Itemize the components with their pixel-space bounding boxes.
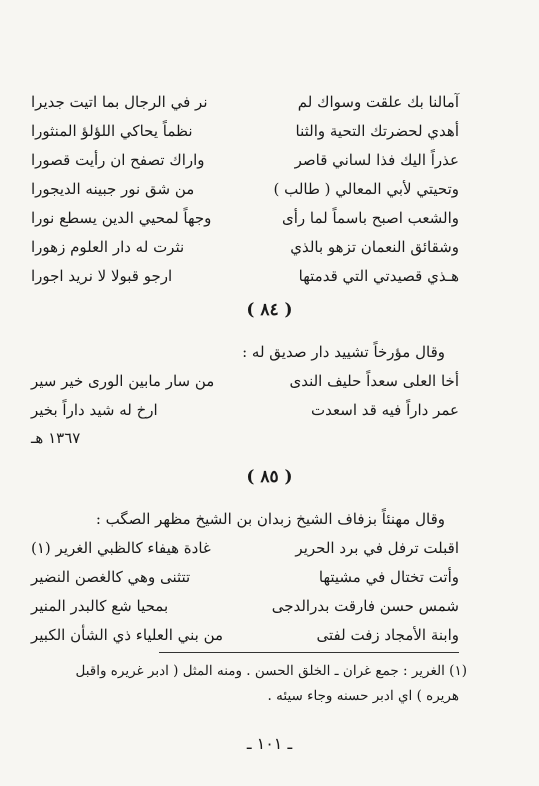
verse-first-hemistich: هـذي قصيدتي التي قدمتها [298,267,459,285]
verse-line [31,567,459,587]
verse-line [31,400,459,420]
footnote-line [31,686,459,706]
section-number-85: ( ٨٥ ) [246,467,293,487]
verse-second-hemistich: من شق نور جبينه الديجورا [31,180,195,198]
verse-second-hemistich: نظماً يحاكي اللؤلؤ المنثورا [31,122,193,140]
verse-line [31,266,459,286]
section-intro [31,342,445,362]
verse-first-hemistich: آمالنا بك علقت وسواك لم [297,93,459,111]
verse-second-hemistich: من سار مابين الورى خير سير [31,372,215,390]
footnote-text: (١) الغرير : جمع غران ـ الخلق الحسن . ومنه المثل ( ادبر غريره واقبل [75,663,467,679]
verse-second-hemistich: بمحيا شع كالبدر المنير [31,597,169,615]
verse-second-hemistich: ارجو قبولا لا نريد اجورا [31,267,173,285]
verse-first-hemistich: وشقائق النعمان تزهو بالذي [290,238,459,256]
footnote-text: هريره ) اي ادبر حسنه وجاء سيئه . [267,688,459,704]
verse-first-hemistich: شمس حسن فارقت بدرالدجى [271,597,459,615]
verse-line [31,150,459,170]
verse-second-hemistich: وجهاً لمحيي الدين يسطع نورا [31,209,212,227]
verse-line [31,538,459,558]
verse-line [31,121,459,141]
verse-second-hemistich: تتثنى وهي كالغصن النضير [31,568,191,586]
verse-line [31,179,459,199]
verse-line [31,596,459,616]
section-intro [31,509,445,529]
page-number: ـ ١٠١ ـ [246,734,293,753]
verse-second-hemistich: نثرت له دار العلوم زهورا [31,238,185,256]
verse-first-hemistich: اقبلت ترفل في برد الحرير [295,539,459,557]
verse-first-hemistich: والشعب اصبح باسماً لما رأى [281,209,459,227]
footnote-divider [159,652,459,653]
verse-first-hemistich: عمر داراً فيه قد اسعدت [311,401,459,419]
footnote-line [31,661,467,681]
section-number-84: ( ٨٤ ) [246,300,293,320]
section-intro-text: وقال مهنئاً بزفاف الشيخ زبدان بن الشيخ مظهر الصگب : [95,510,445,528]
verse-second-hemistich: غادة هيفاء كالظبي الغرير (١) [31,539,211,557]
verse-line [31,208,459,228]
verse-first-hemistich: وتحيتي لأبي المعالي ( طالب ) [273,180,459,198]
verse-second-hemistich: نر في الرجال بما اتيت جديرا [31,93,208,111]
verse-first-hemistich: وأتت تختال في مشيتها [318,568,459,586]
hijri-date: ١٣٦٧ هـ [31,429,81,447]
verse-first-hemistich: عذراً اليك فذا لساني قاصر [294,151,459,169]
verse-line [31,92,459,112]
verse-line [31,625,459,645]
verse-first-hemistich: أخا العلى سعداً حليف الندى [289,372,459,390]
date-line [31,428,459,448]
verse-second-hemistich: واراك تصفح ان رأيت قصورا [31,151,205,169]
verse-line [31,237,459,257]
verse-second-hemistich: ارخ له شيد داراً بخير [31,401,158,419]
verse-second-hemistich: من بني العلياء ذي الشأن الكبير [31,626,224,644]
section-intro-text: وقال مؤرخاً تشييد دار صديق له : [242,343,445,361]
verse-first-hemistich: أهدي لحضرتك التحية والثنا [295,122,459,140]
verse-line [31,371,459,391]
verse-first-hemistich: وابنة الأمجاد زفت لفتى [316,626,459,644]
